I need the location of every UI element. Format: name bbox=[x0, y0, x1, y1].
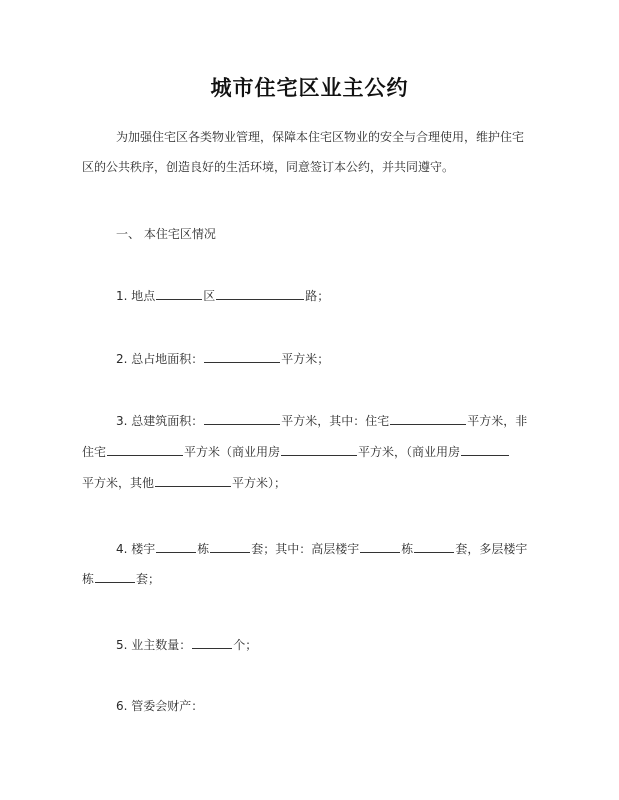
buildings-blank[interactable] bbox=[156, 540, 196, 553]
item-1-label: 1. 地点 bbox=[116, 289, 156, 303]
multistory-units-blank[interactable] bbox=[95, 570, 135, 583]
item-5-text-b: 个； bbox=[233, 638, 258, 652]
unit-text: 平方米； bbox=[281, 352, 330, 366]
item-3-text-c: 平方米，非 bbox=[467, 414, 528, 428]
item-1-location bbox=[116, 287, 329, 304]
item-5-label: 5. 业主数量： bbox=[116, 638, 192, 652]
land-area-blank[interactable] bbox=[204, 350, 280, 363]
item-3-line-2 bbox=[82, 443, 510, 460]
road-blank[interactable] bbox=[216, 287, 304, 300]
item-5-owners bbox=[116, 636, 257, 653]
item-4-text-f: 栋 bbox=[82, 572, 95, 586]
document-title: 城市住宅区业主公约 bbox=[210, 76, 409, 100]
item-3-label: 3. 总建筑面积： bbox=[116, 414, 204, 428]
item-4-text-c: 套；其中：高层楼宇 bbox=[251, 542, 360, 556]
district-blank[interactable] bbox=[156, 287, 202, 300]
non-residential-area-blank[interactable] bbox=[107, 443, 183, 456]
item-3-line-1 bbox=[116, 412, 527, 429]
highrise-buildings-blank[interactable] bbox=[360, 540, 400, 553]
item-3-line-3 bbox=[82, 474, 286, 491]
intro-line-2: 区的公共秩序，创造良好的生活环境，同意签订本公约，并共同遵守。 bbox=[82, 160, 455, 174]
residential-area-blank[interactable] bbox=[390, 412, 466, 425]
item-4-text-e: 套，多层楼宇 bbox=[455, 542, 528, 556]
item-4-text-g: 套； bbox=[136, 572, 161, 586]
section-heading: 一、 本住宅区情况 bbox=[116, 227, 216, 241]
item-4-text-d: 栋 bbox=[401, 542, 414, 556]
item-4-line-1 bbox=[116, 540, 527, 557]
units-blank[interactable] bbox=[210, 540, 250, 553]
item-3-text-e: 平方米（商业用房 bbox=[184, 445, 281, 459]
building-area-blank[interactable] bbox=[204, 412, 280, 425]
item-3-text-f: 平方米，（商业用房 bbox=[358, 445, 461, 459]
owners-count-blank[interactable] bbox=[192, 636, 232, 649]
item-4-text-b: 栋 bbox=[197, 542, 210, 556]
item-2-land-area bbox=[116, 350, 329, 367]
highrise-units-blank[interactable] bbox=[414, 540, 454, 553]
other-area-blank[interactable] bbox=[155, 474, 231, 487]
item-3-text-g: 平方米，其他 bbox=[82, 476, 155, 490]
item-4-line-2 bbox=[82, 570, 160, 587]
item-4-label: 4. 楼宇 bbox=[116, 542, 156, 556]
commercial-area-blank-2[interactable] bbox=[461, 443, 509, 456]
item-3-text-b: 平方米，其中：住宅 bbox=[281, 414, 390, 428]
intro-line-1: 为加强住宅区各类物业管理，保障本住宅区物业的安全与合理使用，维护住宅 bbox=[116, 130, 525, 144]
item-3-text-h: 平方米）； bbox=[232, 476, 287, 490]
item-3-text-d: 住宅 bbox=[82, 445, 107, 459]
district-text: 区 bbox=[203, 289, 216, 303]
road-text: 路； bbox=[305, 289, 330, 303]
item-2-label: 2. 总占地面积： bbox=[116, 352, 204, 366]
item-6-committee-property: 6. 管委会财产： bbox=[116, 699, 204, 713]
commercial-area-blank[interactable] bbox=[281, 443, 357, 456]
